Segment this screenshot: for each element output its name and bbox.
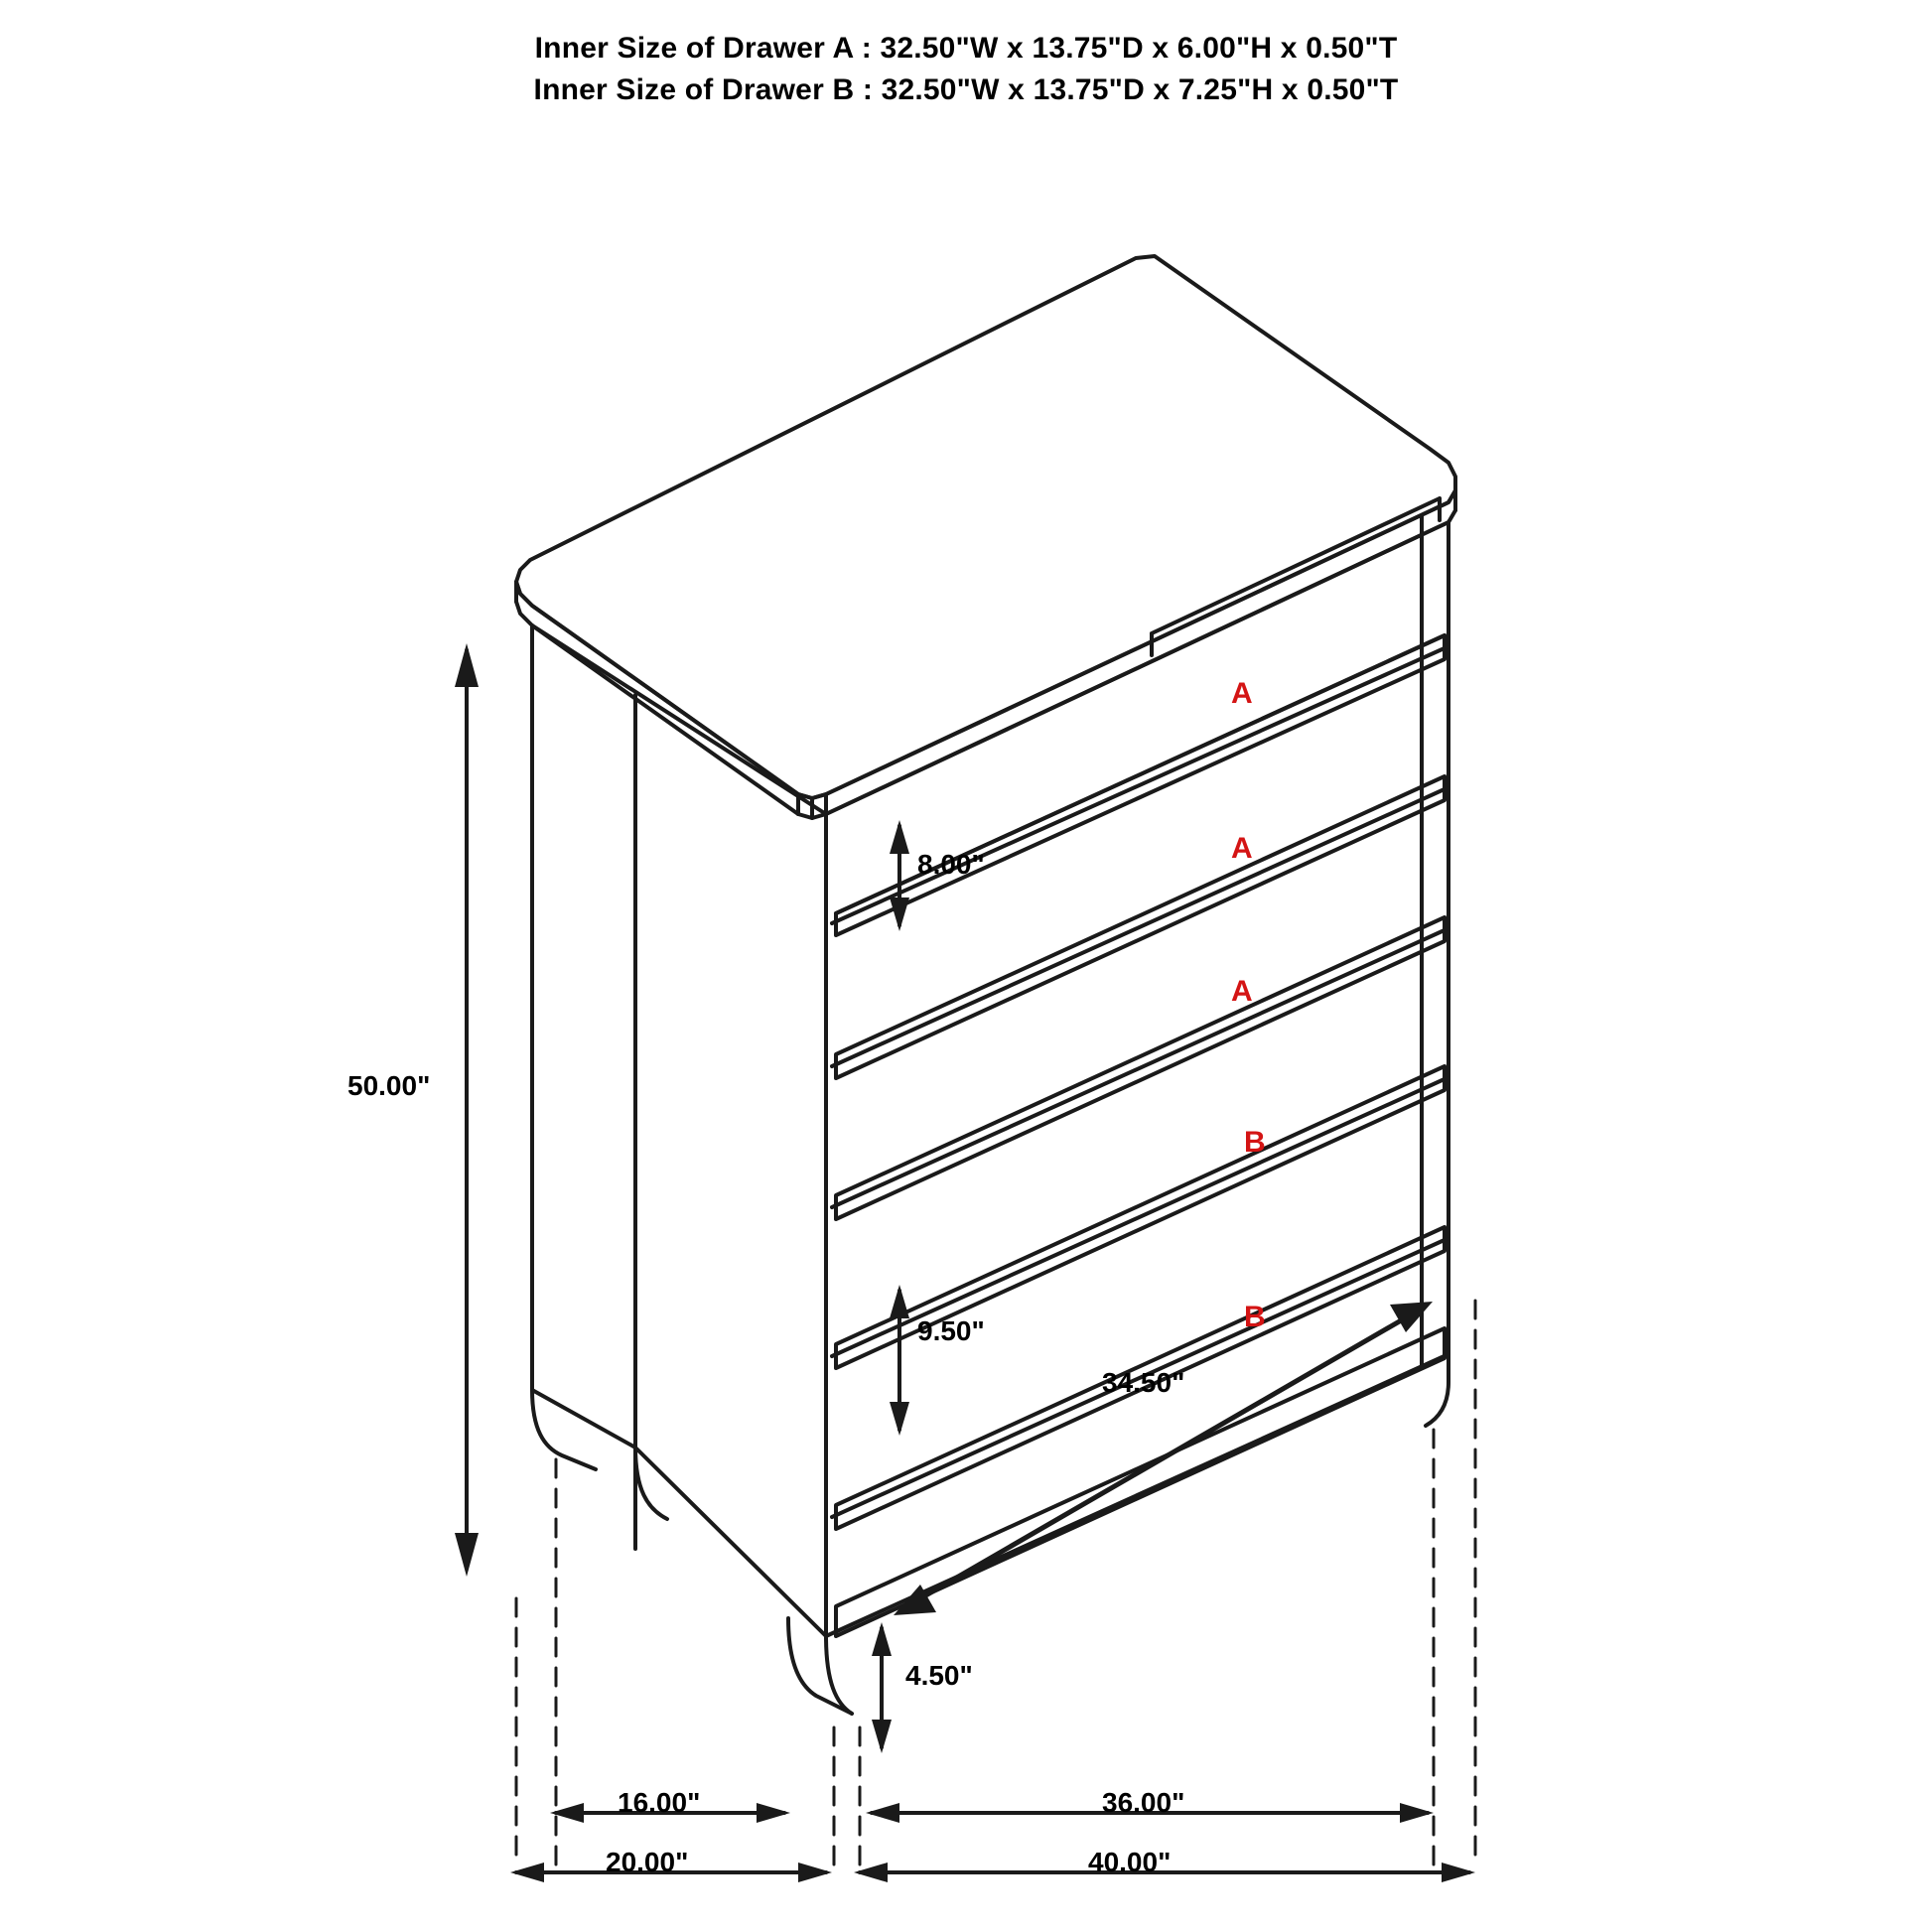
drawer-label-2: A	[1231, 832, 1253, 865]
dim-label-leg-clearance: 4.50"	[905, 1660, 973, 1691]
witness-lines	[516, 1301, 1475, 1866]
header-line-drawer-a: Inner Size of Drawer A : 32.50"W x 13.75"D x 6.00"H x 0.50"T	[534, 32, 1398, 65]
left-leg-inner	[635, 1448, 667, 1519]
dim-label-drawer-a-face: 8.00"	[917, 849, 985, 880]
drawer-label-4: B	[1244, 1126, 1266, 1159]
drawer-front-line-2	[832, 788, 1447, 1066]
drawer-rail-1-top	[1152, 498, 1440, 655]
drawer-front-line-1	[832, 647, 1447, 923]
left-leg	[532, 1390, 596, 1469]
dim-label-width-inner: 36.00"	[1102, 1787, 1185, 1818]
top-panel-edge-2	[516, 490, 1455, 818]
dim-label-height-total: 50.00"	[347, 1070, 431, 1101]
dim-label-depth-outer: 20.00"	[606, 1847, 689, 1877]
dim-label-width-outer: 40.00"	[1088, 1847, 1172, 1877]
drawer-label-1: A	[1231, 677, 1253, 710]
header-line-drawer-b: Inner Size of Drawer B : 32.50"W x 13.75"D x 7.25"H x 0.50"T	[533, 73, 1399, 106]
dim-drawer-b-face	[890, 1285, 909, 1436]
drawer-front-line-3	[832, 929, 1447, 1207]
dim-label-drawer-b-face: 9.50"	[917, 1315, 985, 1346]
case-side-panel	[532, 625, 826, 1636]
dim-drawer-a-face	[890, 820, 909, 931]
dim-leg-clearance	[872, 1622, 892, 1753]
dim-label-depth-diagonal: 34.50"	[1102, 1367, 1185, 1398]
drawer-label-3: A	[1231, 975, 1253, 1008]
dim-height-total	[453, 643, 481, 1577]
drawer-front-line-4	[832, 1078, 1447, 1356]
drawer-label-5: B	[1244, 1301, 1266, 1333]
dim-label-depth-inner: 16.00"	[618, 1787, 701, 1818]
top-panel-edge	[516, 490, 1455, 798]
dim-depth-diagonal	[894, 1302, 1433, 1615]
